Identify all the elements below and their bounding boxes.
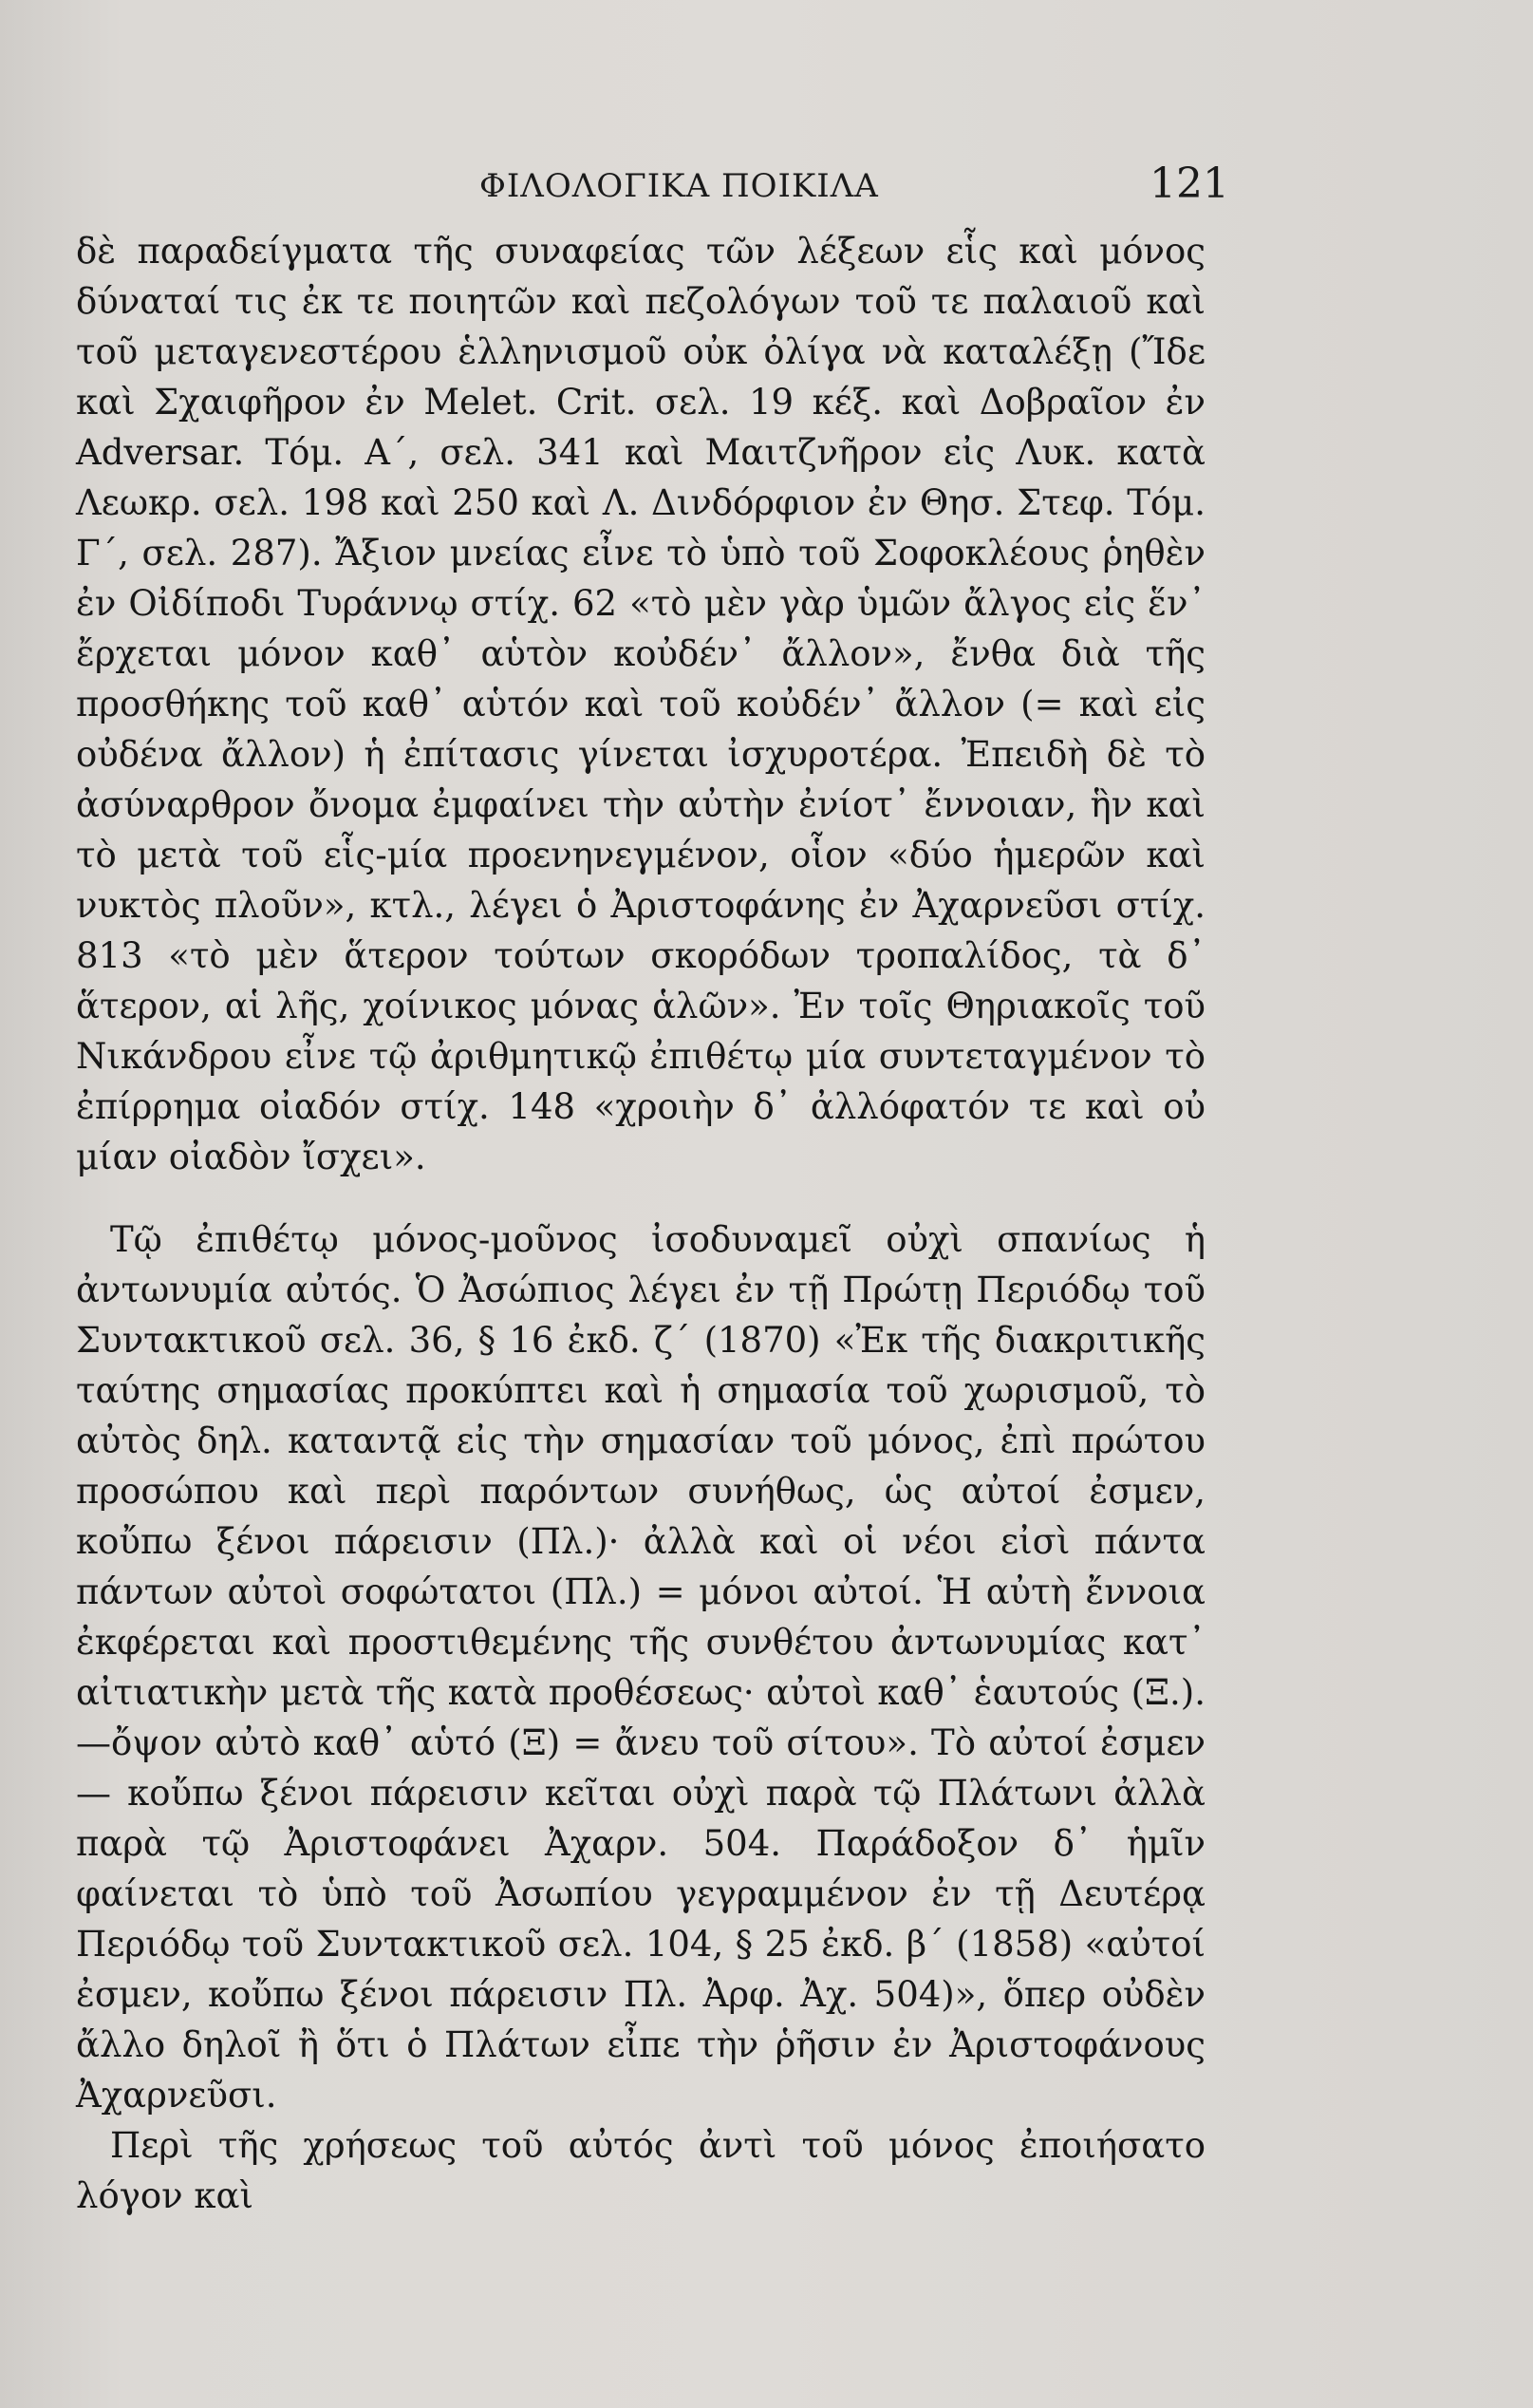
paragraph-2: Τῷ ἐπιθέτῳ μόνος-μοῦνος ἰσοδυναμεῖ οὐχὶ σπανίως ἡ ἀντωνυμία αὐτός. Ὁ Ἀσώπιος λέγει ἐν τῇ Πρώτῃ Περιόδῳ τοῦ Συντακτικοῦ σελ. 36, § 16 ἐκδ. ζ΄ (1870) «Ἐκ τῆς διακριτικῆς ταύτης σημασίας προκύπτει καὶ ἡ σημασία τοῦ χωρισμοῦ, τὸ αὐτὸς δηλ. καταντᾷ εἰς τὴν σημασίαν τοῦ μόνος, ἐπὶ πρώτου προσώπου καὶ περὶ παρόντων συνήθως, ὡς αὐτοί ἐσμεν, κοὔπω ξένοι πάρεισιν (Πλ.)· ἀλλὰ καὶ οἱ νέοι εἰσὶ πάντα πάντων αὐτοὶ σοφώτατοι (Πλ.) = μόνοι αὐτοί. Ἡ αὐτὴ ἔννοια ἐκφέρεται καὶ προστιθεμένης τῆς συνθέτου ἀντωνυμίας κατ᾽ αἰτιατικὴν μετὰ τῆς κατὰ προθέσεως· αὐτοὶ καθ᾽ ἑαυτούς (Ξ.). —ὄψον αὐτὸ καθ᾽ αὑτό (Ξ) = ἄνευ τοῦ σίτου». Τὸ αὐτοί ἐσμεν — κοὔπω ξένοι πάρεισιν κεῖται οὐχὶ παρὰ τῷ Πλάτωνι ἀλλὰ παρὰ τῷ Ἀριστοφάνει Ἀχαρν. 504. Παράδοξον δ᾽ ἡμῖν φαίνεται τὸ ὑπὸ τοῦ Ἀσωπίου γεγραμμένον ἐν τῇ Δευτέρᾳ Περιόδῳ τοῦ Συντακτικοῦ σελ. 104, § 25 ἐκδ. β΄ (1858) «αὐτοί ἐσμεν, κοὔπω ξένοι πάρεισιν Πλ. Ἀρφ. Ἀχ. 504)», ὅπερ οὐδὲν ἄλλο δηλοῖ ἢ ὅτι ὁ Πλάτων εἶπε τὴν ῥῆσιν ἐν Ἀριστοφάνους Ἀχαρνεῦσι. bbox=[76, 1219, 1206, 2116]
running-title: ΦΙΛΟΛΟΓΙΚΑ ΠΟΙΚΙΛΑ bbox=[479, 167, 879, 205]
paragraph-1: δὲ παραδείγματα τῆς συναφείας τῶν λέξεων εἷς καὶ μόνος δύναταί τις ἐκ τε ποιητῶν καὶ πεζολόγων τοῦ τε παλαιοῦ καὶ τοῦ μεταγενεστέρου ἑλληνισμοῦ οὐκ ὀλίγα νὰ καταλέξῃ (Ἴδε καὶ Σχαιφῆρον ἐν Melet. Crit. σελ. 19 κέξ. καὶ Δοβραῖον ἐν Adversar. Τόμ. Α΄, σελ. 341 καὶ Μαιτζνῆρον εἰς Λυκ. κατὰ Λεωκρ. σελ. 198 καὶ 250 καὶ Λ. Δινδόρφιον ἐν Θησ. Στεφ. Τόμ. Γ΄, σελ. 287). Ἄξιον μνείας εἶνε τὸ ὑπὸ τοῦ Σοφοκλέους ῥηθὲν ἐν Οἰδίποδι Τυράννῳ στίχ. 62 «τὸ μὲν γὰρ ὑμῶν ἄλγος εἰς ἕν᾽ ἔρχεται μόνον καθ᾽ αὑτὸν κοὐδέν᾽ ἄλλον», ἔνθα διὰ τῆς προσθήκης τοῦ καθ᾽ αὑτόν καὶ τοῦ κοὐδέν᾽ ἄλλον (= καὶ εἰς οὐδένα ἄλλον) ἡ ἐπίτασις γίνεται ἰσχυροτέρα. Ἐπειδὴ δὲ τὸ ἀσύναρθρον ὄνομα ἐμφαίνει τὴν αὐτὴν ἐνίοτ᾽ ἔννοιαν, ἣν καὶ τὸ μετὰ τοῦ εἷς-μία προενηνεγμένον, οἷον «δύο ἡμερῶν καὶ νυκτὸς πλοῦν», κτλ., λέγει ὁ Ἀριστοφάνης ἐν Ἀχαρνεῦσι στίχ. 813 «τὸ μὲν ἅτερον τούτων σκορόδων τροπαλίδος, τὰ δ᾽ ἅτερον, αἱ λῆς, χοίνικος μόνας ἁλῶν». Ἐν τοῖς Θηριακοῖς τοῦ Νικάνδρου εἶνε τῷ ἀριθμητικῷ ἐπιθέτῳ μία συντεταγμένον τὸ ἐπίρρημα οἰαδόν στίχ. 148 «χροιὴν δ᾽ ἀλλόφατόν τε καὶ οὐ μίαν οἰαδὸν ἴσχει». bbox=[76, 231, 1206, 1177]
paragraph-3: Περὶ τῆς χρήσεως τοῦ αὐτός ἀντὶ τοῦ μόνος ἐποιήσατο λόγον καὶ bbox=[76, 2125, 1206, 2216]
page-header bbox=[109, 160, 1229, 216]
body-text bbox=[76, 226, 1206, 2221]
page-number: 121 bbox=[1150, 160, 1229, 208]
